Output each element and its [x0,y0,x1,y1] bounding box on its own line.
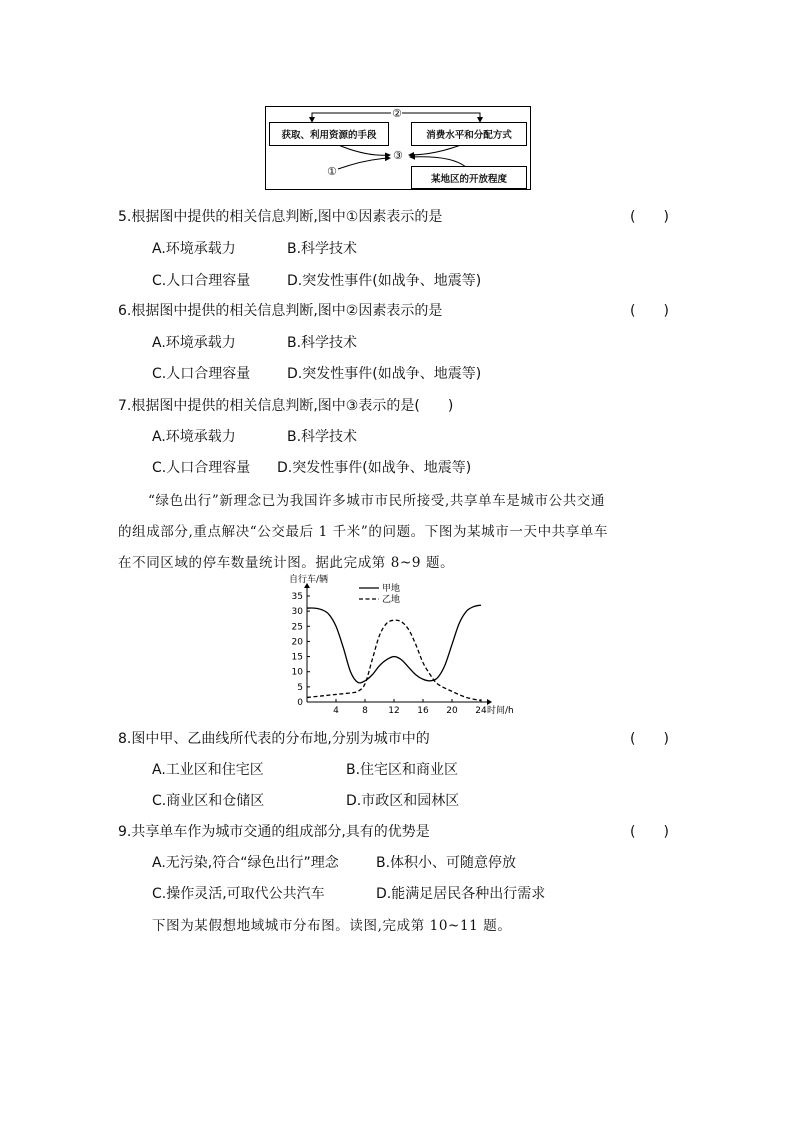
y-tick-label: 0 [297,698,303,708]
question-8-answer-paren: ( ) [630,731,669,747]
question-9-answer-paren: ( ) [630,824,669,840]
question-7-option-c: C.人口合理容量 [152,460,251,476]
y-tick-label: 5 [297,682,303,693]
y-axis-label: 自行车/辆 [289,575,329,585]
legend-label: 甲地 [382,584,401,594]
y-tick-label: 15 [291,652,303,663]
passage-line-1: “绿色出行”新理念已为我国许多城市市民所接受,共享单车是城市公共交通 [148,493,605,509]
question-5-option-d: D.突发性事件(如战争、地震等) [287,273,482,289]
series-line-yi [307,620,481,700]
x-tick-label: 16 [417,706,429,716]
question-9-option-a: A.无污染,符合“绿色出行”理念 [152,855,339,871]
marker-2: ② [392,107,402,120]
x-tick-label: 8 [362,706,368,716]
y-tick-label: 10 [291,667,303,678]
x-tick-label: 24 [475,706,487,716]
question-7-option-d: D.突发性事件(如战争、地震等) [277,460,472,476]
passage-line-2: 的组成部分,重点解决“公交最后 1 千米”的问题。下图为某城市一天中共享单车 [118,524,609,540]
series-line-jia [307,605,481,683]
question-9-option-c: C.操作灵活,可取代公共汽车 [152,886,325,902]
x-tick-label: 4 [333,706,339,716]
question-6-option-b: B.科学技术 [287,335,358,351]
box-resource-means: 获取、利用资源的手段 [269,122,389,146]
passage-line-3: 在不同区域的停车数量统计图。据此完成第 8~9 题。 [118,555,455,571]
question-6-option-a: A.环境承载力 [152,335,236,351]
question-5-option-b: B.科学技术 [287,241,358,257]
question-5-option-a: A.环境承载力 [152,241,236,257]
x-tick-label: 20 [446,706,458,716]
box-consumption: 消费水平和分配方式 [411,122,527,146]
question-6-answer-paren: ( ) [630,303,669,319]
question-9-option-b: B.体积小、可随意停放 [376,855,517,871]
question-7-option-b: B.科学技术 [287,429,358,445]
question-8-stem: 8.图中甲、乙曲线所代表的分布地,分别为城市中的 [118,731,430,747]
question-5-stem: 5.根据图中提供的相关信息判断,图中①因素表示的是 [118,209,443,225]
question-8-option-b: B.住宅区和商业区 [346,762,459,778]
question-7-option-a: A.环境承载力 [152,429,236,445]
question-5-option-c: C.人口合理容量 [152,273,251,289]
question-8-option-d: D.市政区和园林区 [346,793,460,809]
bike-parking-chart [285,575,514,718]
question-9-stem: 9.共享单车作为城市交通的组成部分,具有的优势是 [118,824,430,840]
flow-diagram [265,106,531,190]
question-8-option-c: C.商业区和仓储区 [152,793,265,809]
marker-1: ① [327,165,337,178]
question-6-option-d: D.突发性事件(如战争、地震等) [287,366,482,382]
y-tick-label: 25 [291,622,303,633]
question-5-answer-paren: ( ) [630,209,669,225]
legend-label: 乙地 [382,595,401,605]
x-axis-label: 时间/h [487,706,514,716]
question-7-stem: 7.根据图中提供的相关信息判断,图中③表示的是( ) [118,398,454,414]
marker-3: ③ [393,149,403,162]
question-6-option-c: C.人口合理容量 [152,366,251,382]
question-8-option-a: A.工业区和住宅区 [152,762,264,778]
x-tick-label: 12 [388,706,400,716]
y-tick-label: 30 [291,607,303,618]
closing-instruction: 下图为某假想地域城市分布图。读图,完成第 10~11 题。 [152,918,512,934]
box-openness: 某地区的开放程度 [411,166,527,189]
x-axis-arrow [487,699,492,705]
y-tick-label: 20 [291,637,303,648]
question-6-stem: 6.根据图中提供的相关信息判断,图中②因素表示的是 [118,303,443,319]
question-9-option-d: D.能满足居民各种出行需求 [376,886,546,902]
y-tick-label: 35 [291,592,303,602]
